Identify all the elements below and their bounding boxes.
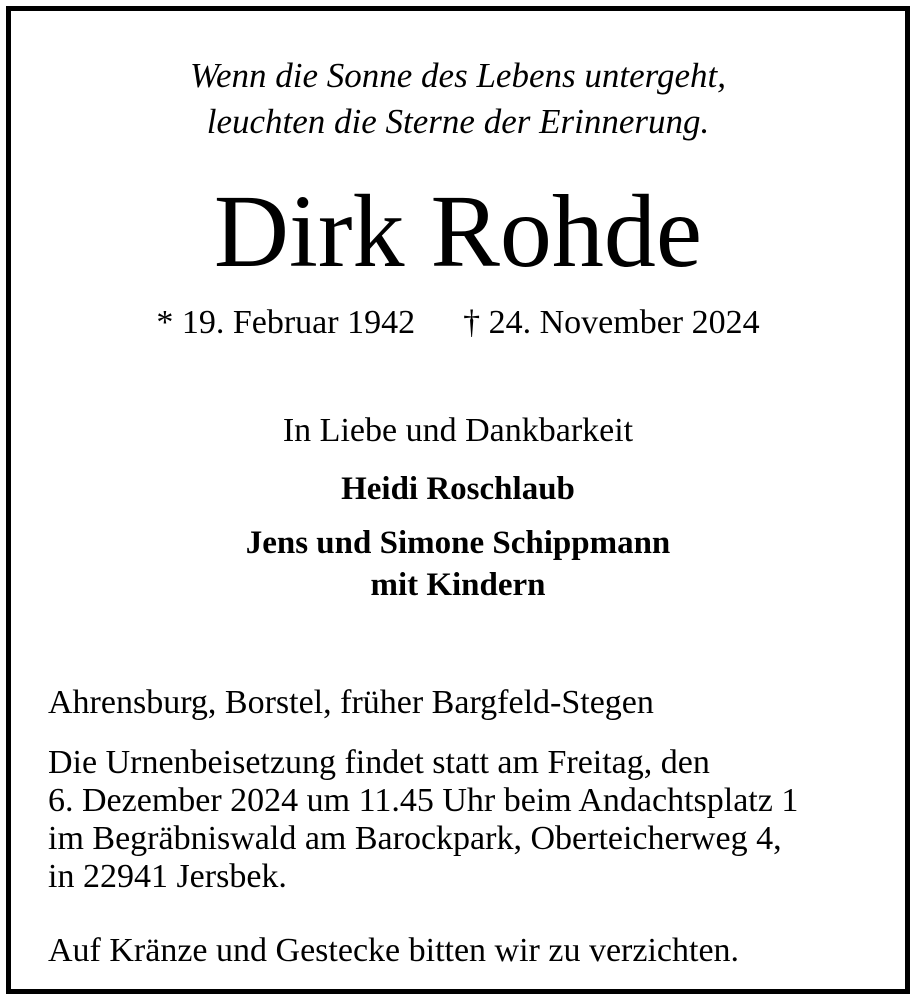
- death-date: † 24. November 2024: [463, 304, 760, 341]
- motto-line-2: leuchten die Sterne der Erinnerung.: [206, 102, 710, 141]
- motto-line-1: Wenn die Sonne des Lebens untergeht,: [190, 56, 726, 95]
- burial-info: [48, 744, 798, 896]
- birth-date: * 19. Februar 1942: [156, 304, 416, 341]
- flowers-note: Auf Kränze und Gestecke bitten wir zu verzichten.: [48, 932, 740, 969]
- mourner-name: mit Kindern: [370, 567, 546, 603]
- burial-line: Die Urnenbeisetzung findet statt am Freitag, den: [48, 744, 710, 781]
- obituary-frame: [6, 6, 910, 994]
- deceased-name: Dirk Rohde: [213, 174, 703, 289]
- dedication-line: In Liebe und Dankbarkeit: [282, 412, 634, 449]
- mourner-name: Jens und Simone Schippmann: [245, 525, 671, 561]
- burial-line: im Begräbniswald am Barockpark, Oberteicherweg 4,: [48, 820, 782, 857]
- burial-line: 6. Dezember 2024 um 11.45 Uhr beim Andachtsplatz 1: [48, 782, 799, 819]
- mourner-name: Heidi Roschlaub: [341, 471, 575, 507]
- burial-line: in 22941 Jersbek.: [48, 858, 287, 895]
- places-line: Ahrensburg, Borstel, früher Bargfeld-Stegen: [48, 684, 654, 721]
- motto-quote: [11, 53, 905, 145]
- life-dates: [11, 301, 905, 345]
